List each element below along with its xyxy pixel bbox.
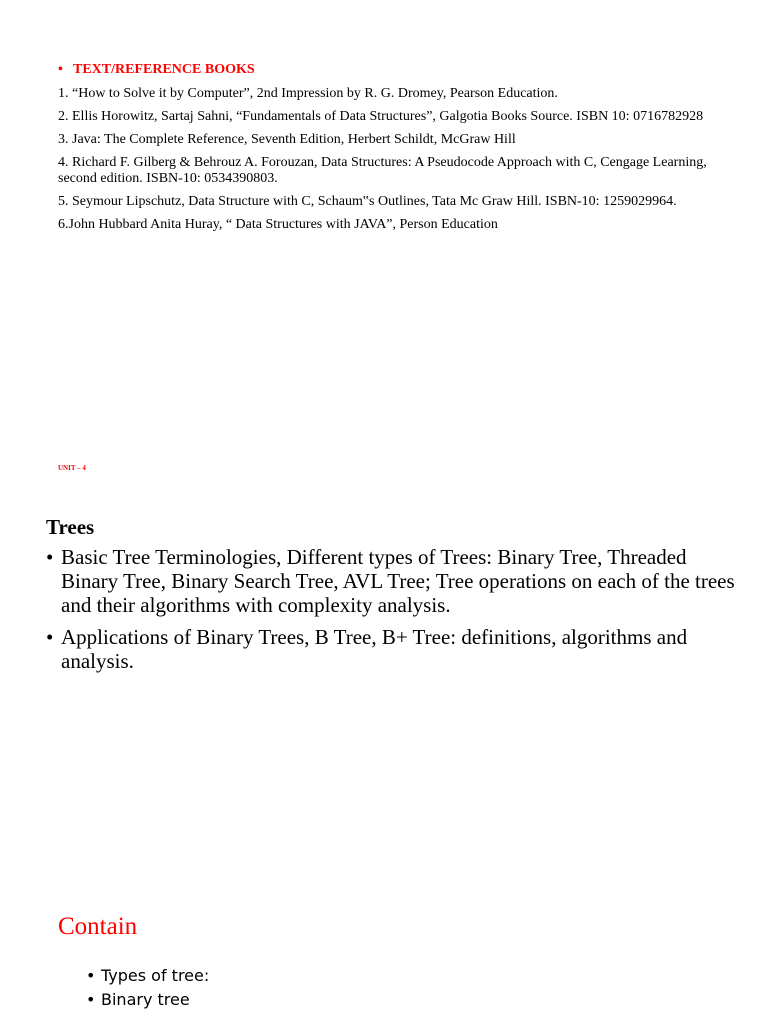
- trees-title: Trees: [46, 515, 95, 539]
- trees-section: [46, 514, 746, 681]
- bullet-icon: •: [46, 625, 54, 649]
- references-heading: [58, 62, 738, 78]
- list-item: [46, 625, 746, 673]
- reference-item: 2. Ellis Horowitz, Sartaj Sahni, “Fundamentals of Data Structures”, Galgotia Books Source. ISBN 10: 0716782928: [58, 109, 704, 124]
- list-item-text: Binary tree: [101, 990, 190, 1009]
- reference-item: 6.John Hubbard Anita Huray, “ Data Structures with JAVA”, Person Education: [58, 217, 498, 232]
- bullet-icon: •: [46, 545, 54, 569]
- references-heading-text: TEXT/REFERENCE BOOKS: [73, 62, 255, 77]
- contain-list: [86, 964, 209, 1012]
- list-item-text: Applications of Binary Trees, B Tree, B+ Tree: definitions, algorithms and analysis.: [61, 625, 688, 673]
- reference-item: 4. Richard F. Gilberg & Behrouz A. Forouzan, Data Structures: A Pseudocode Approach with C, Cengage Learning, second edition. ISBN-10: 0534390803.: [58, 155, 707, 186]
- list-item: [46, 545, 746, 617]
- list-item: [86, 964, 209, 988]
- unit-label: UNIT – 4: [58, 464, 86, 472]
- reference-item: 3. Java: The Complete Reference, Seventh Edition, Herbert Schildt, McGraw Hill: [58, 132, 516, 147]
- list-item-text: Types of tree:: [101, 966, 210, 985]
- bullet-icon: •: [86, 990, 96, 1009]
- bullet-icon: •: [86, 966, 96, 985]
- contain-title: Contain: [58, 913, 138, 940]
- list-item: [86, 988, 209, 1012]
- reference-item: 5. Seymour Lipschutz, Data Structure with C, Schaum‟s Outlines, Tata Mc Graw Hill. ISBN-10: 1259029964.: [58, 194, 677, 209]
- list-item-text: Basic Tree Terminologies, Different types of Trees: Binary Tree, Threaded Binary Tree, Binary Search Tree, AVL Tree; Tree operations on each of the trees and their algorithms with complexity analysis.: [61, 545, 735, 617]
- reference-item: 1. “How to Solve it by Computer”, 2nd Impression by R. G. Dromey, Pearson Education.: [58, 86, 558, 101]
- bullet-icon: •: [58, 62, 63, 77]
- references-section: [58, 62, 738, 240]
